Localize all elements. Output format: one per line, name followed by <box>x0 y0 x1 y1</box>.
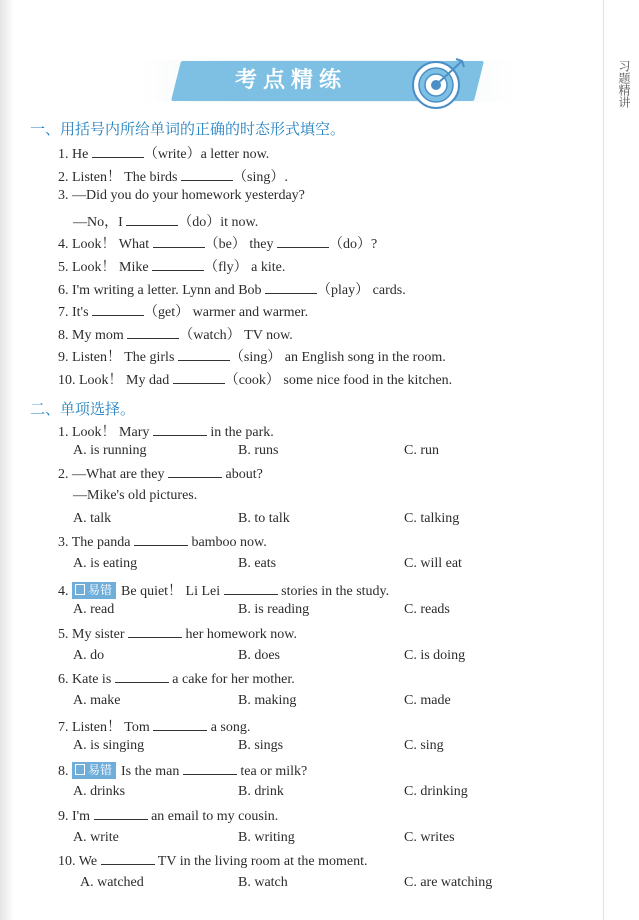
fill-blank-question <box>58 324 293 344</box>
option-text: A. is running <box>73 443 147 458</box>
answer-blank[interactable] <box>277 236 329 248</box>
option-text: A. is eating <box>73 556 138 571</box>
question-number: 10. <box>58 854 79 869</box>
option-a[interactable] <box>73 602 114 618</box>
answer-blank[interactable] <box>126 214 178 226</box>
answer-blank[interactable] <box>153 236 205 248</box>
side-tab-label: 习题精讲 <box>617 60 631 108</box>
question-text: （play） cards. <box>317 283 406 298</box>
question-number: 2. <box>58 170 72 185</box>
option-b[interactable] <box>238 830 295 846</box>
question-text: —What are they <box>72 467 169 482</box>
option-c[interactable] <box>404 556 462 572</box>
option-text: B. is reading <box>238 602 310 617</box>
answer-blank[interactable] <box>127 327 179 339</box>
option-a[interactable] <box>73 830 119 846</box>
answer-blank[interactable] <box>94 808 148 820</box>
question-text: tea or milk? <box>236 764 308 779</box>
mcq-question <box>58 716 250 736</box>
error-prone-tag-label: 易错 <box>88 763 113 777</box>
mcq-question <box>58 580 389 600</box>
answer-blank[interactable] <box>168 466 222 478</box>
question-text: （fly） a kite. <box>204 260 286 275</box>
option-text: A. drinks <box>73 784 126 799</box>
option-text: B. does <box>238 648 280 663</box>
question-number: 6. <box>58 672 72 687</box>
question-text: Is the man <box>121 764 183 779</box>
error-prone-tag <box>72 762 116 779</box>
option-text: C. are watching <box>404 875 493 890</box>
option-c[interactable] <box>404 511 459 527</box>
option-c[interactable] <box>404 738 444 754</box>
option-text: B. sings <box>238 738 284 753</box>
magnifier-icon <box>75 584 85 595</box>
question-text: Be quiet！ Li Lei <box>121 584 224 599</box>
mcq-question <box>58 466 263 483</box>
mcq-question-continuation <box>73 488 197 504</box>
option-b[interactable] <box>238 602 309 618</box>
question-text: her homework now. <box>182 627 297 642</box>
question-text: about? <box>222 467 263 482</box>
question-text: Kate is <box>72 672 115 687</box>
question-number: 8. <box>58 328 72 343</box>
fill-blank-question <box>58 279 406 299</box>
option-c[interactable] <box>404 648 465 664</box>
side-margin-rule <box>603 0 604 920</box>
question-text: a song. <box>207 720 251 735</box>
answer-blank[interactable] <box>265 282 317 294</box>
option-c[interactable] <box>404 602 450 618</box>
answer-blank[interactable] <box>224 583 278 595</box>
answer-blank[interactable] <box>173 372 225 384</box>
option-b[interactable] <box>238 443 278 459</box>
answer-blank[interactable] <box>92 146 144 158</box>
question-number: 7. <box>58 720 72 735</box>
fill-blank-question <box>58 233 377 253</box>
option-text: A. do <box>73 648 105 663</box>
fill-blank-question <box>73 211 258 231</box>
question-number: 3. <box>58 188 72 203</box>
question-text: —Did you do your homework yesterday? <box>72 188 305 203</box>
question-text: （sing） an English song in the room. <box>229 350 446 365</box>
option-text: A. read <box>73 602 115 617</box>
question-text: （watch） TV now. <box>179 328 293 343</box>
option-b[interactable] <box>238 693 296 709</box>
question-text: TV in the living room at the moment. <box>154 854 368 869</box>
question-number: 1. <box>58 425 72 440</box>
option-text: A. is singing <box>73 738 145 753</box>
fill-blank-question <box>58 301 308 321</box>
answer-blank[interactable] <box>128 626 182 638</box>
question-number: 4. <box>58 237 72 252</box>
question-text: My sister <box>72 627 128 642</box>
question-text: Listen！ The birds <box>72 170 182 185</box>
question-text: （cook） some nice food in the kitchen. <box>224 373 453 388</box>
option-text: C. will eat <box>404 556 462 571</box>
banner-title: 考点精练 <box>234 68 347 93</box>
option-b[interactable] <box>238 738 283 754</box>
question-text: Listen！ Tom <box>72 720 154 735</box>
question-number: 1. <box>58 147 72 162</box>
option-text: C. writes <box>404 830 455 845</box>
option-b[interactable] <box>238 648 280 664</box>
question-text: （get） warmer and warmer. <box>144 305 309 320</box>
question-text: a cake for her mother. <box>168 672 295 687</box>
question-text: —Mike's old pictures. <box>73 488 198 503</box>
option-text: C. run <box>404 443 439 458</box>
option-text: C. sing <box>404 738 444 753</box>
question-text: （write）a letter now. <box>143 147 270 162</box>
fill-blank-question <box>58 256 285 276</box>
error-prone-tag-label: 易错 <box>88 583 113 597</box>
question-text: I'm <box>72 809 94 824</box>
question-text: in the park. <box>206 425 274 440</box>
option-c[interactable] <box>404 830 455 846</box>
option-text: A. talk <box>73 511 112 526</box>
question-number: 6. <box>58 283 72 298</box>
question-text: an email to my cousin. <box>147 809 279 824</box>
fill-blank-question <box>58 188 305 204</box>
section1-heading: 一、用括号内所给单词的正确的时态形式填空。 <box>30 120 346 138</box>
mcq-question <box>58 808 278 825</box>
answer-blank[interactable] <box>183 763 237 775</box>
target-icon <box>410 55 470 111</box>
option-text: C. is doing <box>404 648 466 663</box>
mcq-question <box>58 534 267 551</box>
option-a[interactable] <box>73 556 137 572</box>
question-number: 7. <box>58 305 72 320</box>
option-text: C. made <box>404 693 451 708</box>
fill-blank-question <box>58 166 288 186</box>
option-b[interactable] <box>238 556 276 572</box>
option-text: B. drink <box>238 784 284 799</box>
question-text: （do）? <box>328 237 378 252</box>
option-text: B. watch <box>238 875 288 890</box>
page-edge-shadow <box>0 0 14 920</box>
question-text: —No，I <box>73 215 127 230</box>
question-number: 5. <box>58 627 72 642</box>
question-text: He <box>72 147 92 162</box>
magnifier-icon <box>75 764 85 775</box>
option-c[interactable] <box>404 875 492 891</box>
answer-blank[interactable] <box>153 424 207 436</box>
option-text: A. make <box>73 693 121 708</box>
question-number: 3. <box>58 535 72 550</box>
question-text: （do）it now. <box>178 215 259 230</box>
option-a[interactable] <box>80 875 144 891</box>
option-b[interactable] <box>238 784 284 800</box>
option-text: A. watched <box>80 875 144 890</box>
option-a[interactable] <box>73 693 120 709</box>
option-text: B. to talk <box>238 511 290 526</box>
fill-blank-question <box>58 346 446 366</box>
question-text: （sing）. <box>233 170 288 185</box>
question-text: The panda <box>71 535 134 550</box>
option-a[interactable] <box>73 443 147 459</box>
error-prone-tag <box>72 582 116 599</box>
mcq-question <box>58 762 307 780</box>
question-text: It's <box>72 305 93 320</box>
question-text: I'm writing a letter. Lynn and Bob <box>72 283 266 298</box>
question-text: stories in the study. <box>277 584 390 599</box>
option-c[interactable] <box>404 693 451 709</box>
option-text: B. eats <box>238 556 277 571</box>
option-a[interactable] <box>73 784 125 800</box>
question-text: Look！ Mike <box>72 260 153 275</box>
fill-blank-question <box>58 369 452 389</box>
option-c[interactable] <box>404 443 439 459</box>
option-b[interactable] <box>238 875 288 891</box>
option-text: C. drinking <box>404 784 468 799</box>
question-number: 10. <box>58 373 79 388</box>
section2-heading: 二、单项选择。 <box>30 400 136 418</box>
mcq-question <box>58 671 295 688</box>
question-text: Look！ What <box>72 237 153 252</box>
answer-blank[interactable] <box>92 304 144 316</box>
answer-blank[interactable] <box>178 349 230 361</box>
mcq-question <box>58 853 368 870</box>
question-text: My mom <box>72 328 128 343</box>
option-a[interactable] <box>73 648 104 664</box>
answer-blank[interactable] <box>152 259 204 271</box>
fill-blank-question <box>58 143 269 163</box>
question-number: 9. <box>58 350 72 365</box>
question-number: 4. <box>58 584 72 599</box>
mcq-question <box>58 626 297 643</box>
question-text: bamboo now. <box>187 535 267 550</box>
question-text: We <box>78 854 101 869</box>
answer-blank[interactable] <box>181 169 233 181</box>
question-number: 9. <box>58 809 72 824</box>
question-text: Look！ My dad <box>79 373 173 388</box>
option-text: B. making <box>238 693 297 708</box>
option-text: B. runs <box>238 443 279 458</box>
question-text: Listen！ The girls <box>72 350 178 365</box>
answer-blank[interactable] <box>153 719 207 731</box>
option-a[interactable] <box>73 738 144 754</box>
option-text: B. writing <box>238 830 295 845</box>
answer-blank[interactable] <box>134 534 188 546</box>
option-text: C. reads <box>404 602 450 617</box>
answer-blank[interactable] <box>115 671 169 683</box>
question-number: 2. <box>58 467 72 482</box>
question-text: （be） they <box>204 237 277 252</box>
answer-blank[interactable] <box>101 853 155 865</box>
option-c[interactable] <box>404 784 468 800</box>
question-text: Look！ Mary <box>72 425 153 440</box>
option-text: C. talking <box>404 511 460 526</box>
option-b[interactable] <box>238 511 290 527</box>
option-text: A. write <box>73 830 119 845</box>
option-a[interactable] <box>73 511 111 527</box>
question-number: 5. <box>58 260 72 275</box>
mcq-question <box>58 421 274 441</box>
question-number: 8. <box>58 764 72 779</box>
